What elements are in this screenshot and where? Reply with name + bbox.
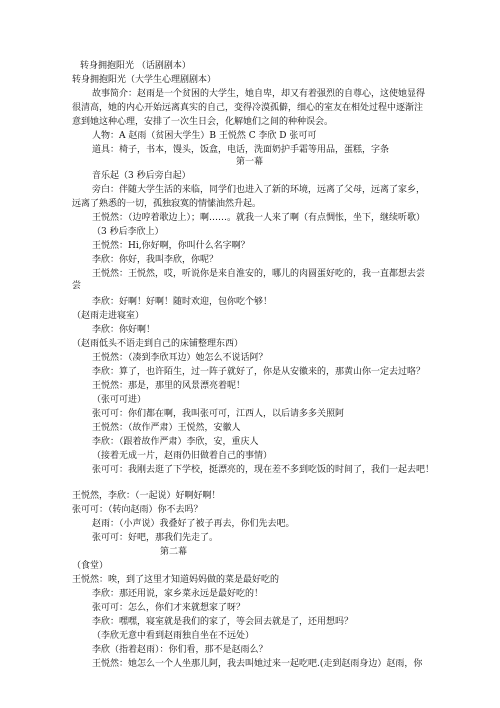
dialogue-line: 王悦然：她怎么一个人坐那儿阿，我去叫她过来一起吃吧.(走到赵雨身边）赵雨，你 xyxy=(92,659,423,669)
stage-direction: （李欣无意中看到赵雨独自坐在不远处） xyxy=(92,631,255,641)
dialogue-line: 李欣：好啊！好啊！随时欢迎，包你吃个够！ xyxy=(92,297,273,307)
intro-line: 很清高，她的内心开始远离真实的自己，变得冷漠孤僻，细心的室友在相处过程中逐渐注 xyxy=(72,103,424,113)
dialogue-line: 张可可：（转向赵雨）你不去吗？ xyxy=(72,505,203,515)
stage-direction: （赵雨低头不语走到自己的床铺整理东西） xyxy=(72,339,244,349)
narration-line: 远离了熟悉的一切，孤独寂寞的情愫油然升起。 xyxy=(72,199,262,209)
intro-line: 故事简介：赵雨是一个贫困的大学生，她自卑，却又有着强烈的自尊心，这使她显得 xyxy=(92,89,426,99)
dialogue-line: 王悦然：那是，那里的风景漂亮着呢！ xyxy=(92,381,246,391)
dialogue-line: 王悦然：（故作严肃）王悦然，安徽人 xyxy=(92,423,241,433)
dialogue-line: 王悦然，李欣：（一起说）好啊好啊！ xyxy=(72,491,221,501)
stage-direction: （赵雨走进寝室） xyxy=(72,311,145,321)
dialogue-line: 张可可：怎么，你们才来就想家了呀？ xyxy=(92,603,246,613)
stage-direction: 音乐起（3 秒后旁白起） xyxy=(92,171,191,181)
dialogue-line: 张可可：你们都在啊，我叫张可可，江西人，以后请多多关照阿 xyxy=(92,409,345,419)
dialogue-line: 王悦然：（凑到李欣耳边）她怎么不说话阿？ xyxy=(92,353,268,363)
stage-direction: （接着无成一片，赵雨仍旧做着自己的事情） xyxy=(92,451,273,461)
stage-direction: （3 秒后李欣上） xyxy=(92,227,164,237)
intro-line: 意到她这种心理，安排了一次生日会，化解她们之间的种种误会。 xyxy=(72,117,334,127)
dialogue-line: 王悦然：唉，到了这里才知道妈妈做的菜是最好吃的 xyxy=(72,575,280,585)
stage-direction: （张可可进） xyxy=(92,395,147,405)
props-line: 道具：椅子，书本，馒头，饭盒，电话，洗面奶护手霜等用品，蛋糕，字条 xyxy=(92,145,390,155)
dialogue-line: 李欣：算了，也许陌生，过一阵子就好了，你是从安徽来的，那黄山你一定去过咯？ xyxy=(92,367,426,377)
play-title: 转身拥抱阳光 （话剧剧本） xyxy=(80,61,191,71)
dialogue-line: 李欣：那还用说，家乡菜永远是最好吃的！ xyxy=(92,589,264,599)
dialogue-line: 张可可：我刚去逛了下学校，挺漂亮的，现在差不多到吃饭的时间了，我们一起去吧！ xyxy=(92,465,435,475)
act-heading: 第一幕 xyxy=(236,157,264,167)
dialogue-line: 王悦然：王悦然，哎，听说你是来自淮安的，哪儿的肉圆蛋好吃的，我一直都想去尝 xyxy=(92,269,426,279)
narration-line: 旁白：伴随大学生活的来临，同学们也进入了新的环境，远离了父母，远离了家乡， xyxy=(92,185,426,195)
dialogue-line: 王悦然：Hi,你好啊，你叫什么名字啊？ xyxy=(92,241,250,251)
stage-direction: （食堂） xyxy=(72,561,109,571)
dialogue-line: 李欣：（跟着故作严肃）李欣，安，重庆人 xyxy=(92,437,259,447)
play-subtitle: 转身拥抱阳光（大学生心理剧剧本） xyxy=(72,75,217,85)
dialogue-line: 李欣（指着赵雨）：你们看，那不是赵雨么？ xyxy=(92,645,268,655)
dialogue-line: 赵雨：（小声说）我叠好了被子再去，你们先去吧。 xyxy=(92,519,295,529)
dialogue-line: 李欣：你好啊！ xyxy=(92,325,156,335)
act-heading: 第二幕 xyxy=(160,547,188,557)
dialogue-line: 王悦然：（边哼着歌边上）；啊……。就我一人来了啊（有点惆怅，坐下，继续听歌） xyxy=(92,213,426,223)
dialogue-line: 尝 xyxy=(72,281,82,291)
dialogue-line: 李欣：嘿嘿，寝室就是我们的家了，等会回去就是了，还用想吗？ xyxy=(92,617,354,627)
dialogue-line: 李欣：你好，我叫李欣，你呢？ xyxy=(92,255,219,265)
cast-line: 人物：A 赵雨（贫困大学生）B 王悦然 C 李欣 D 张可可 xyxy=(92,131,317,141)
dialogue-line: 张可可：好吧，那我们先走了。 xyxy=(92,533,219,543)
